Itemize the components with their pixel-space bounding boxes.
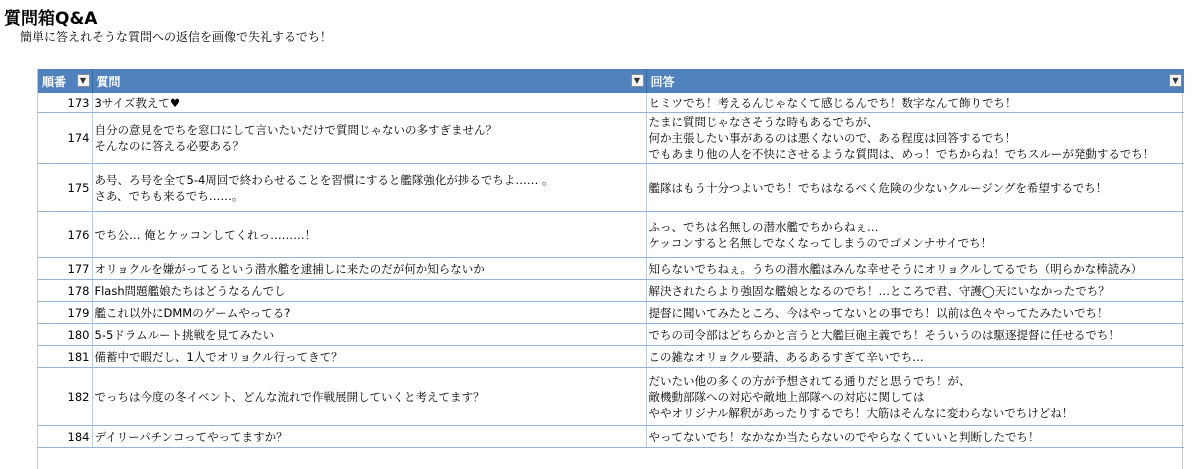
question-cell: 艦これ以外にDMMのゲームやってる? bbox=[92, 302, 646, 324]
filter-dropdown-icon[interactable]: ▼ bbox=[77, 74, 90, 87]
row-number: 178 bbox=[38, 280, 92, 302]
answer-cell: ヒミツでち！考えるんじゃなくて感じるんでち！数字なんて飾りでち！ bbox=[646, 93, 1184, 113]
row-number: 184 bbox=[38, 426, 92, 448]
question-cell: Flash問題艦娘たちはどうなるんでし bbox=[92, 280, 646, 302]
answer-cell: ふっ、でちは名無しの潜水艦でちからねぇ… ケッコンすると名無しでなくなってしまうのでゴメンナサイでち！ bbox=[646, 212, 1184, 258]
page-title: 質問箱Q&A bbox=[4, 9, 98, 29]
column-header-label: 回答 bbox=[650, 74, 675, 89]
answer-cell: 提督に聞いてみたところ、今はやってないとの事でち！以前は色々やってたみたいでち！ bbox=[646, 302, 1184, 324]
answer-cell: 知らないでちねぇ。うちの潜水艦はみんな幸せそうにオリョクルしてるでち（明らかな棒読み） bbox=[646, 258, 1184, 280]
question-cell: でっちは今度の冬イベント、どんな流れで作戦展開していくと考えてます？ bbox=[92, 368, 646, 426]
qa-table-container bbox=[37, 69, 1183, 469]
table-row bbox=[38, 368, 1184, 426]
table-row bbox=[38, 346, 1184, 368]
question-cell: 備蓄中で暇だし、1人でオリョクル行ってきて？ bbox=[92, 346, 646, 368]
answer-cell: やってないでち！なかなか当たらないのでやらなくていいと判断したでち！ bbox=[646, 426, 1184, 448]
row-number: 177 bbox=[38, 258, 92, 280]
question-cell: デイリーパチンコってやってますか？ bbox=[92, 426, 646, 448]
column-header-question[interactable] bbox=[92, 69, 646, 93]
question-cell: でち公… 俺とケッコンしてくれっ………！ bbox=[92, 212, 646, 258]
question-cell: あ号、ろ号を全て5-4周回で終わらせることを習慣にすると艦隊強化が捗るでちよ…… 。 さあ、でちも来るでち……。 bbox=[92, 164, 646, 212]
answer-cell: でちの司令部はどちらかと言うと大艦巨砲主義でち！そういうのは駆逐提督に任せるでち！ bbox=[646, 324, 1184, 346]
question-cell: 5-5ドラムルート挑戦を見てみたい bbox=[92, 324, 646, 346]
answer-cell: たまに質問じゃなさそうな時もあるでちが、 何か主張したい事があるのは悪くないので、ある程度は回答するでち！ でもあまり他の人を不快にさせるような質問は、めっ！でちからね！でちスルーが発動するでち！ bbox=[646, 113, 1184, 164]
column-header-answer[interactable] bbox=[646, 69, 1184, 93]
row-number: 181 bbox=[38, 346, 92, 368]
column-header-label: 質問 bbox=[96, 74, 121, 89]
table-row bbox=[38, 164, 1184, 212]
row-number: 175 bbox=[38, 164, 92, 212]
row-number: 180 bbox=[38, 324, 92, 346]
header-row bbox=[38, 69, 1184, 93]
question-cell: 3サイズ教えて♥ bbox=[92, 93, 646, 113]
filter-dropdown-icon[interactable]: ▼ bbox=[631, 74, 644, 87]
filter-dropdown-icon[interactable]: ▼ bbox=[1169, 74, 1182, 87]
answer-cell: 解決されたらより強固な艦娘となるのでち！…ところで君、守護◯天にいなかったでち？ bbox=[646, 280, 1184, 302]
table-row bbox=[38, 93, 1184, 113]
table-row bbox=[38, 324, 1184, 346]
row-number: 173 bbox=[38, 93, 92, 113]
table-row bbox=[38, 302, 1184, 324]
page-subtitle: 簡単に答えれそうな質問への返信を画像で失礼するでち！ bbox=[20, 30, 332, 44]
column-header-label: 順番 bbox=[42, 74, 67, 89]
row-number: 182 bbox=[38, 368, 92, 426]
row-number: 179 bbox=[38, 302, 92, 324]
answer-cell: 艦隊はもう十分つよいでち！でちはなるべく危険の少ないクルージングを希望するでち！ bbox=[646, 164, 1184, 212]
question-cell: オリョクルを嫌がってるという潜水艦を逮捕しに来たのだが何か知らないか bbox=[92, 258, 646, 280]
table-row bbox=[38, 212, 1184, 258]
row-number: 176 bbox=[38, 212, 92, 258]
qa-table bbox=[38, 69, 1184, 448]
row-number: 174 bbox=[38, 113, 92, 164]
table-row bbox=[38, 113, 1184, 164]
table-row bbox=[38, 426, 1184, 448]
question-cell: 自分の意見をでちを窓口にして言いたいだけで質問じゃないの多すぎません？ そんなのに答える必要ある？ bbox=[92, 113, 646, 164]
answer-cell: この雑なオリョクル要請、あるあるすぎて辛いでち… bbox=[646, 346, 1184, 368]
answer-cell: だいたい他の多くの方が予想されてる通りだと思うでち！が、 敵機動部隊への対応や敵地上部隊への対応に関しては ややオリジナル解釈があったりするでち！大筋はそんなに変わらないでちけどね！ bbox=[646, 368, 1184, 426]
table-row bbox=[38, 280, 1184, 302]
table-row bbox=[38, 258, 1184, 280]
column-header-order[interactable] bbox=[38, 69, 92, 93]
